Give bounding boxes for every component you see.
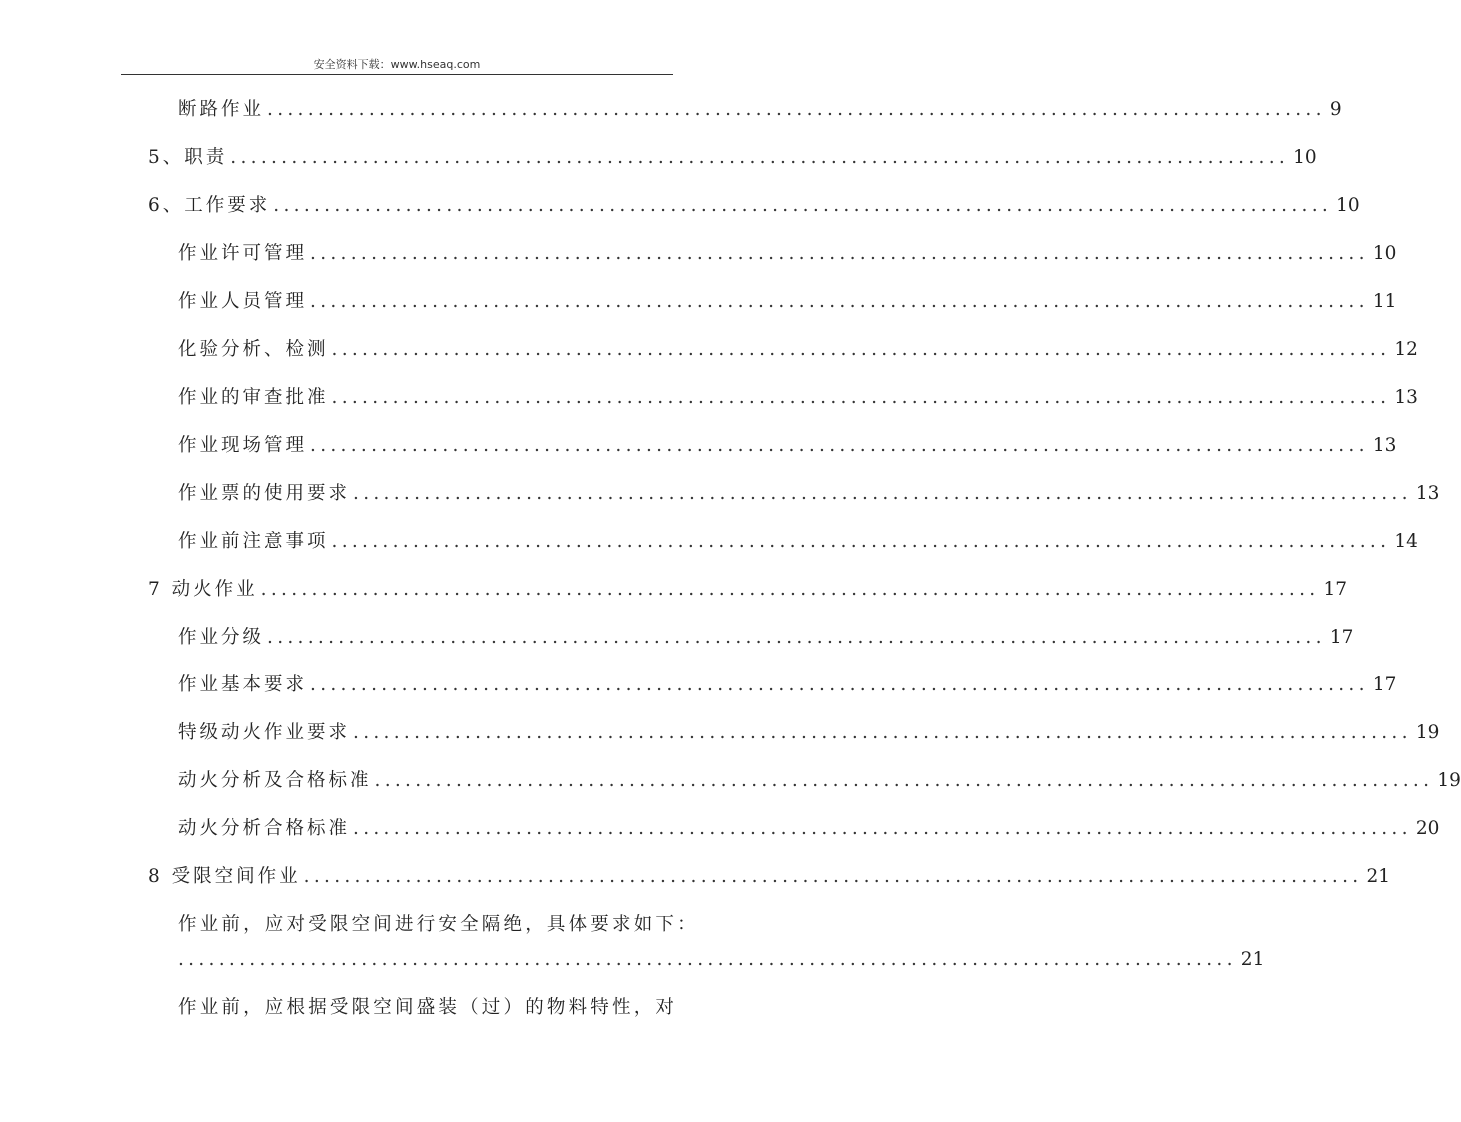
toc-entry-hot-work-criteria[interactable] [178, 814, 1440, 844]
toc-entry-title: 作业基本要求 [178, 674, 308, 695]
toc-entry-title: 断路作业 [178, 99, 265, 120]
toc-entry-page: 14 [1394, 531, 1418, 552]
toc-entry-title: 作业票的使用要求 [178, 483, 351, 504]
toc-leader-dots: ........................................................................................................ [310, 674, 1369, 695]
toc-leader-dots: ........................................................................................................ [331, 339, 1391, 360]
toc-entry-hot-work-analysis[interactable] [178, 766, 1461, 796]
toc-entry-title: 化验分析、检测 [178, 339, 329, 360]
toc-entry-title: 作业分级 [178, 627, 265, 648]
toc-leader-dots: ........................................................................................................ [353, 722, 1412, 743]
toc-entry-basic-requirements[interactable] [178, 670, 1397, 700]
toc-entry-material-line1[interactable] [178, 993, 678, 1023]
toc-entry-isolation-line2[interactable] [178, 945, 1265, 975]
toc-leader-dots: ........................................................................................................ [267, 99, 1326, 120]
toc-entry-page: 11 [1372, 291, 1397, 312]
toc-entry-duties[interactable] [148, 143, 1317, 173]
toc-entry-title: 作业前，应对受限空间进行安全隔绝，具体要求如下： [178, 914, 699, 935]
toc-entry-page: 17 [1323, 579, 1347, 600]
toc-entry-page: 13 [1415, 483, 1440, 504]
toc-leader-dots: ........................................................................................................ [353, 818, 1412, 839]
toc-leader-dots: ........................................................................................................ [310, 291, 1369, 312]
toc-entry-page: 9 [1329, 99, 1342, 120]
toc-entry-permit-management[interactable] [178, 239, 1397, 269]
toc-entry-title: 作业前，应根据受限空间盛装（过）的物料特性，对 [178, 997, 678, 1018]
header-text: 安全资料下载：www.hseaq.com [313, 58, 481, 71]
toc-entry-title: 8 受限空间作业 [148, 866, 301, 887]
toc-entry-work-classification[interactable] [178, 623, 1354, 653]
toc-entry-page: 17 [1372, 674, 1397, 695]
toc-entry-title: 动火分析及合格标准 [178, 770, 372, 791]
toc-entry-title: 7 动火作业 [148, 579, 258, 600]
toc-leader-dots: ........................................................................................................ [331, 531, 1391, 552]
toc-entry-page: 10 [1293, 147, 1317, 168]
toc-leader-dots: ........................................................................................................ [310, 435, 1369, 456]
toc-entry-lab-analysis[interactable] [178, 335, 1418, 365]
toc-entry-review-approval[interactable] [178, 383, 1418, 413]
toc-entry-title: 作业的审查批准 [178, 387, 329, 408]
toc-entry-title: 作业前注意事项 [178, 531, 329, 552]
toc-entry-title: 5、职责 [148, 147, 228, 168]
toc-entry-work-requirements[interactable] [148, 191, 1360, 221]
toc-entry-page: 17 [1329, 627, 1354, 648]
toc-leader-dots: ........................................................................................................ [331, 387, 1391, 408]
toc-leader-dots: ........................................................................................................ [230, 147, 1290, 168]
toc-entry-page: 10 [1372, 243, 1397, 264]
toc-entry-page: 21 [1366, 866, 1390, 887]
toc-entry-page: 13 [1372, 435, 1397, 456]
toc-entry-title: 6、工作要求 [148, 195, 271, 216]
toc-leader-dots: ........................................................................................................ [353, 483, 1412, 504]
toc-entry-road-breaking[interactable] [178, 95, 1342, 125]
toc-leader-dots: ........................................................................................................ [178, 949, 1237, 970]
toc-entry-hot-work[interactable] [148, 575, 1347, 605]
toc-entry-page: 20 [1415, 818, 1440, 839]
toc-entry-page: 19 [1437, 770, 1461, 791]
toc-entry-title: 作业现场管理 [178, 435, 308, 456]
toc-entry-title: 作业许可管理 [178, 243, 308, 264]
toc-entry-ticket-usage[interactable] [178, 479, 1440, 509]
toc-leader-dots: ........................................................................................................ [374, 770, 1434, 791]
toc-entry-confined-space[interactable] [148, 862, 1390, 892]
toc-entry-isolation-line1[interactable] [178, 910, 699, 940]
toc-entry-page: 21 [1240, 949, 1265, 970]
toc-entry-page: 10 [1336, 195, 1360, 216]
toc-entry-special-hot-work[interactable] [178, 718, 1440, 748]
toc-entry-title: 作业人员管理 [178, 291, 308, 312]
toc-leader-dots: ........................................................................................................ [273, 195, 1333, 216]
toc-entry-page: 19 [1415, 722, 1440, 743]
toc-entry-page: 13 [1394, 387, 1418, 408]
toc-entry-title: 动火分析合格标准 [178, 818, 351, 839]
toc-leader-dots: ........................................................................................................ [303, 866, 1363, 887]
toc-entry-precautions[interactable] [178, 527, 1418, 557]
toc-entry-personnel-management[interactable] [178, 287, 1397, 317]
toc-leader-dots: ........................................................................................................ [310, 243, 1369, 264]
toc-entry-page: 12 [1394, 339, 1418, 360]
toc-leader-dots: ........................................................................................................ [267, 627, 1326, 648]
toc-entry-site-management[interactable] [178, 431, 1397, 461]
toc-entry-title: 特级动火作业要求 [178, 722, 351, 743]
toc-leader-dots: ........................................................................................................ [260, 579, 1320, 600]
